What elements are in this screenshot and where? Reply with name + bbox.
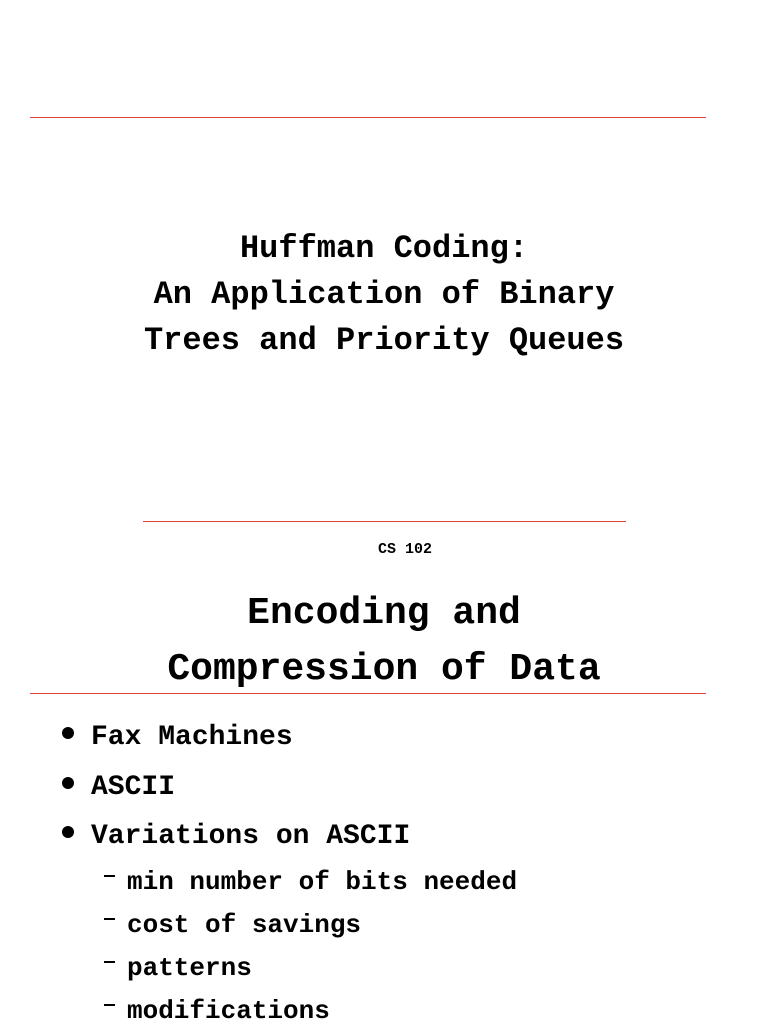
sub-bullet-item — [104, 950, 252, 986]
slide1-title-line: Trees and Priority Queues — [143, 322, 625, 359]
bullet-item — [62, 817, 410, 857]
bullet-text: Fax Machines — [91, 722, 293, 753]
bullet-text: Variations on ASCII — [91, 821, 411, 852]
slide2-title-line: Encoding and — [247, 592, 521, 635]
bullet-dot-icon — [62, 727, 74, 739]
footer-divider-line — [143, 521, 626, 522]
dash-icon — [104, 1004, 115, 1006]
course-label: CS 102 — [377, 541, 432, 558]
bullet-item — [62, 718, 293, 758]
sub-bullet-item — [104, 864, 517, 900]
dash-icon — [104, 961, 115, 963]
sub-bullet-item — [104, 907, 361, 943]
slide2-title — [0, 586, 768, 698]
bullet-dot-icon — [62, 826, 74, 838]
top-divider-line — [30, 117, 706, 118]
dash-icon — [104, 875, 115, 877]
slide2-divider-line — [30, 693, 706, 694]
slide1-title — [0, 226, 768, 364]
sub-bullet-text: patterns — [127, 953, 252, 983]
slide1-title-line: Huffman Coding: — [239, 230, 529, 267]
sub-bullet-text: min number of bits needed — [127, 867, 518, 897]
bullet-text: ASCII — [91, 772, 176, 803]
dash-icon — [104, 918, 115, 920]
slide1-title-line: An Application of Binary — [153, 276, 615, 313]
bullet-item — [62, 768, 175, 808]
sub-bullet-text: cost of savings — [127, 910, 362, 940]
sub-bullet-text: modifications — [127, 996, 330, 1026]
slide2-title-line: Compression of Data — [167, 648, 601, 691]
bullet-dot-icon — [62, 777, 74, 789]
